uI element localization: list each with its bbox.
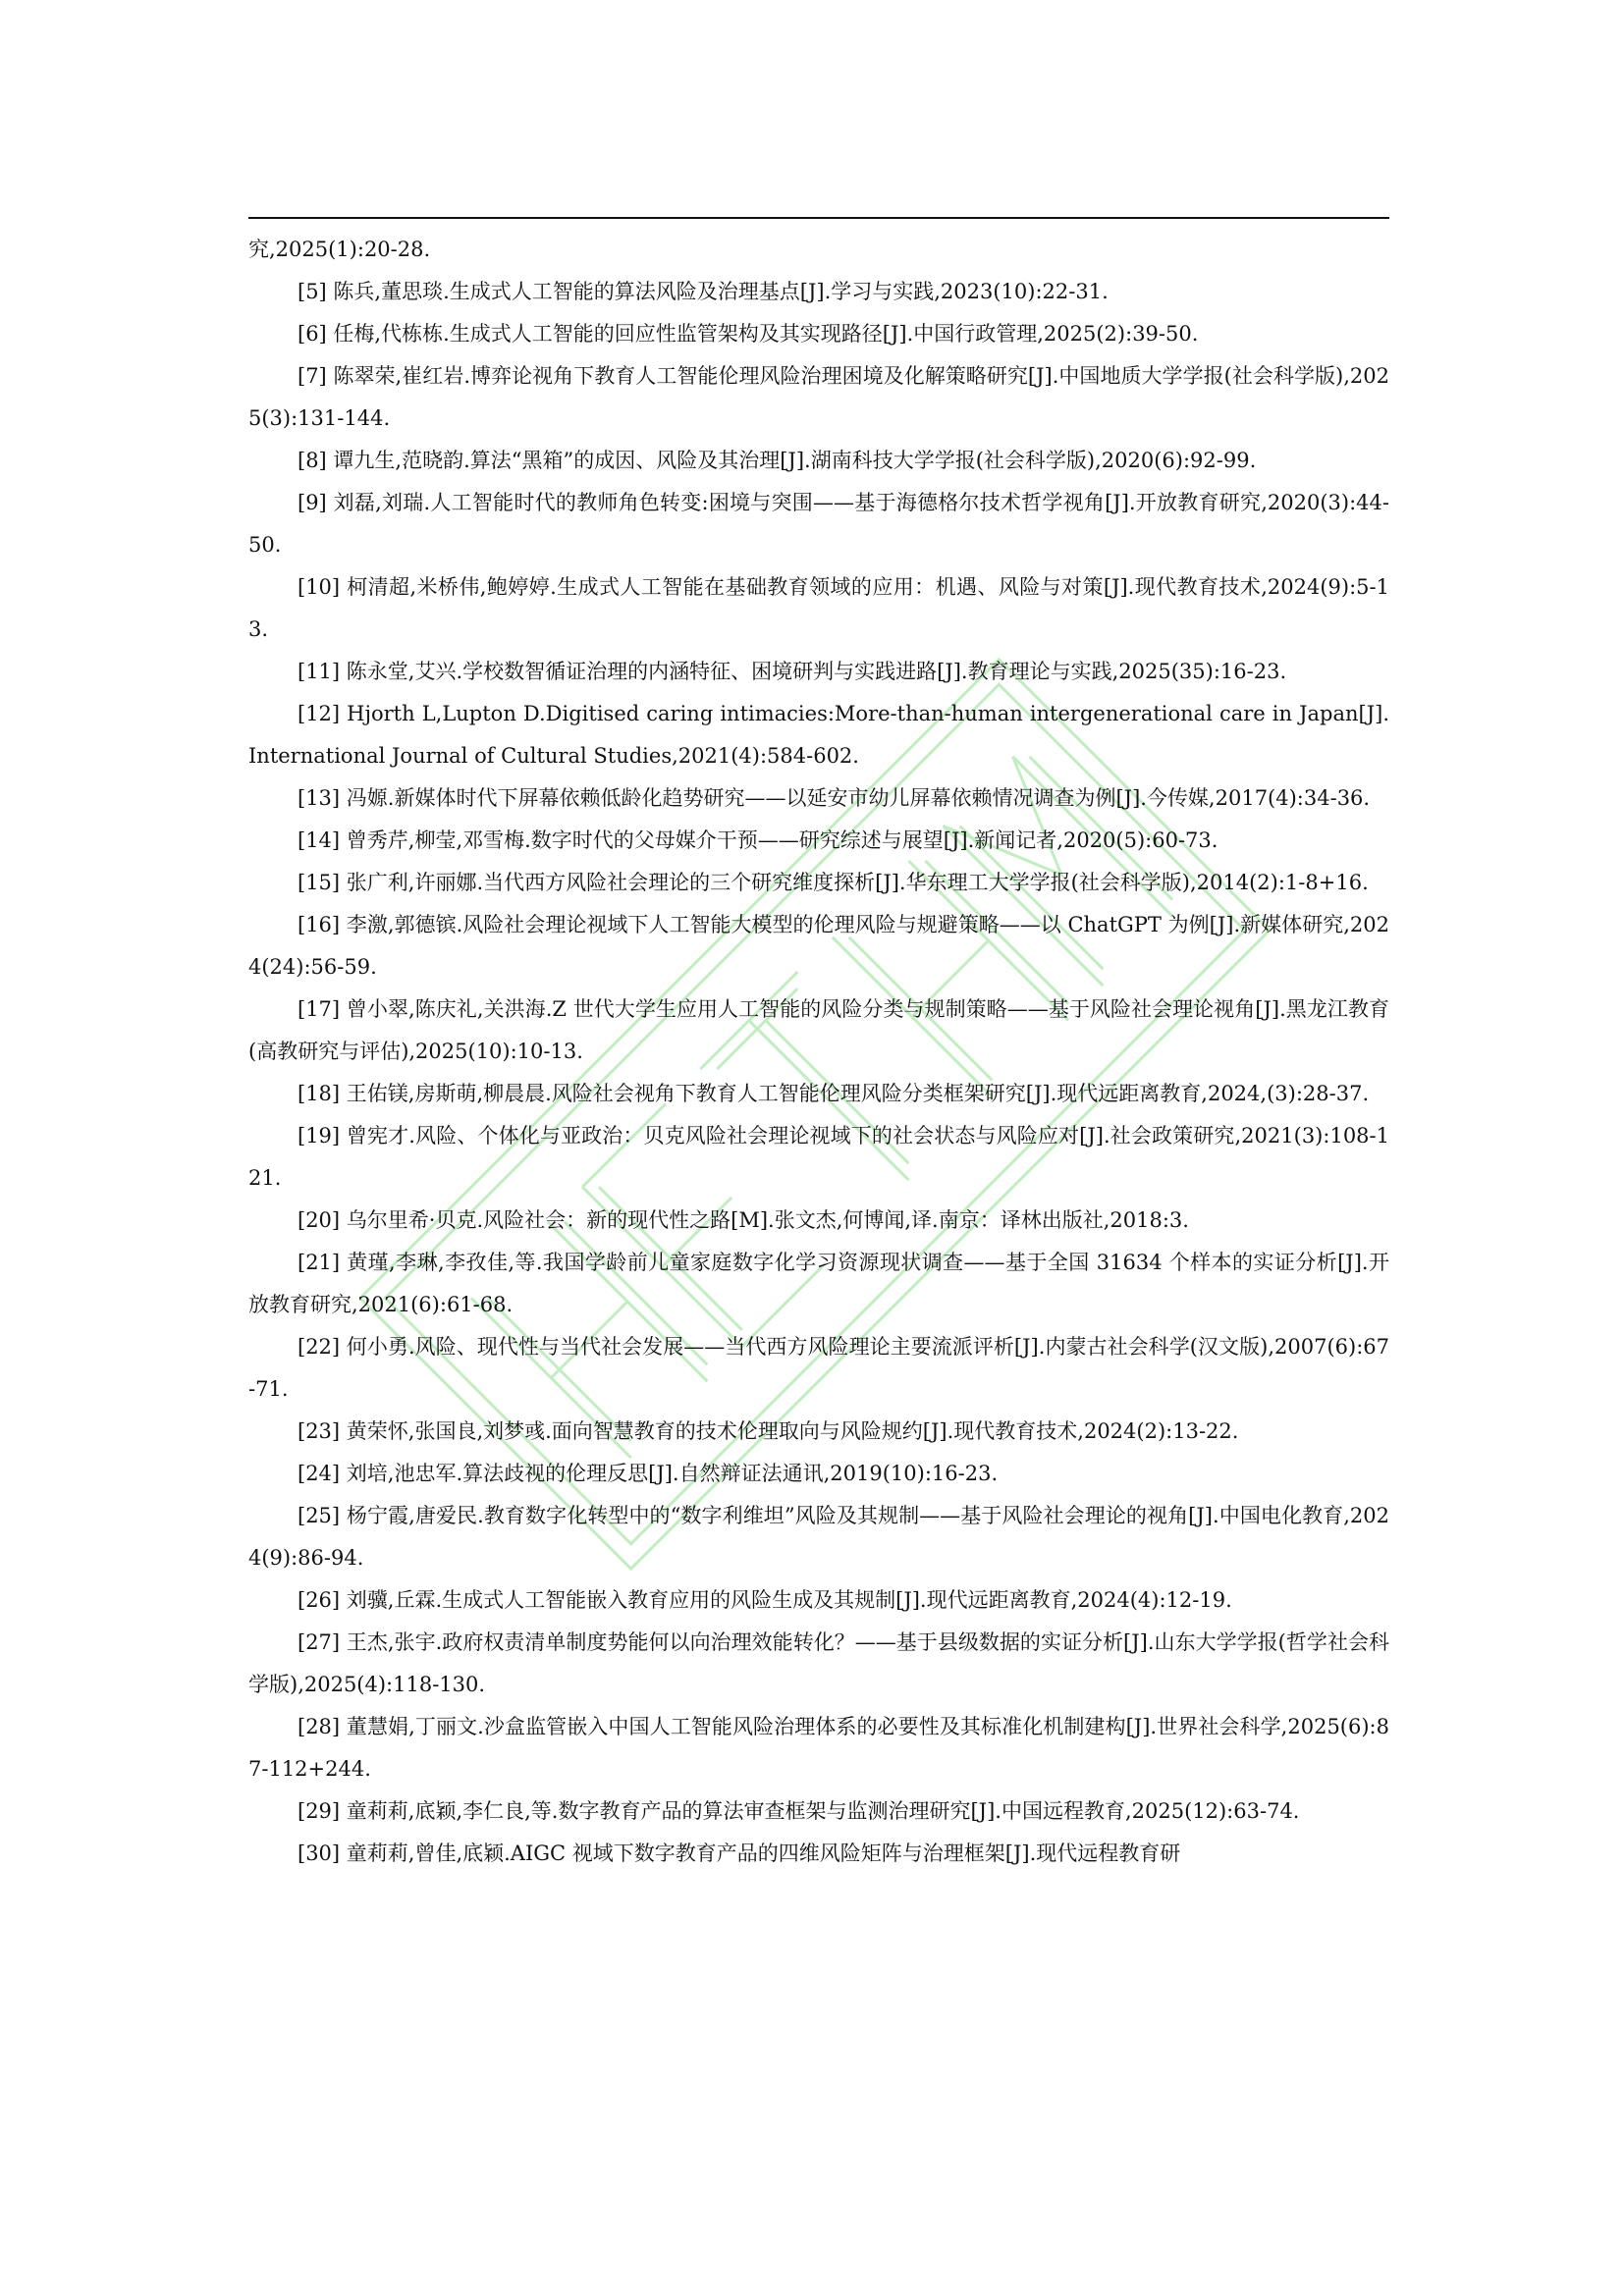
reference-entry: [25] 杨宁霞,唐爱民.教育数字化转型中的“数字利维坦”风险及其规制——基于风险社会理论的视角[J].中国电化教育,2024(9):86-94.: [248, 1504, 1389, 1570]
reference-entry: [22] 何小勇.风险、现代性与当代社会发展——当代西方风险理论主要流派评析[J].内蒙古社会科学(汉文版),2007(6):67-71.: [248, 1335, 1389, 1401]
reference-entry: [17] 曾小翠,陈庆礼,关洪海.Z 世代大学生应用人工智能的风险分类与规制策略——基于风险社会理论视角[J].黑龙江教育(高教研究与评估),2025(10):10-13.: [248, 997, 1389, 1063]
reference-entry: [29] 童莉莉,底颖,李仁良,等.数字教育产品的算法审查框架与监测治理研究[J].中国远程教育,2025(12):63-74.: [298, 1799, 1300, 1823]
reference-entry: [15] 张广利,许丽娜.当代西方风险社会理论的三个研究维度探析[J].华东理工大学学报(社会科学版),2014(2):1-8+16.: [298, 871, 1369, 894]
reference-entry: [19] 曾宪才.风险、个体化与亚政治：贝克风险社会理论视域下的社会状态与风险应对[J].社会政策研究,2021(3):108-121.: [248, 1124, 1389, 1190]
reference-entry: [5] 陈兵,董思琰.生成式人工智能的算法风险及治理基点[J].学习与实践,2023(10):22-31.: [298, 280, 1109, 303]
reference-entry: [9] 刘磊,刘瑞.人工智能时代的教师角色转变:困境与突围——基于海德格尔技术哲学视角[J].开放教育研究,2020(3):44-50.: [248, 491, 1389, 557]
reference-entry: [20] 乌尔里希·贝克.风险社会：新的现代性之路[M].张文杰,何博闻,译.南京：译林出版社,2018:3.: [298, 1208, 1189, 1232]
reference-entry: [11] 陈永堂,艾兴.学校数智循证治理的内涵特征、困境研判与实践进路[J].教育理论与实践,2025(35):16-23.: [298, 660, 1287, 683]
reference-entry: [14] 曾秀芹,柳莹,邓雪梅.数字时代的父母媒介干预——研究综述与展望[J].新闻记者,2020(5):60-73.: [298, 828, 1218, 852]
reference-entry: [27] 王杰,张宇.政府权责清单制度势能何以向治理效能转化？——基于县级数据的实证分析[J].山东大学学报(哲学社会科学版),2025(4):118-130.: [248, 1630, 1389, 1696]
reference-entry: [24] 刘培,池忠军.算法歧视的伦理反思[J].自然辩证法通讯,2019(10):16-23.: [298, 1462, 999, 1485]
reference-entry: [8] 谭九生,范晓韵.算法“黑箱”的成因、风险及其治理[J].湖南科技大学学报(社会科学版),2020(6):92-99.: [298, 449, 1257, 472]
top-rule: [248, 217, 1389, 219]
reference-entry: [18] 王佑镁,房斯萌,柳晨晨.风险社会视角下教育人工智能伦理风险分类框架研究[J].现代远距离教育,2024,(3):28-37.: [298, 1082, 1370, 1105]
reference-entry: [26] 刘骥,丘霖.生成式人工智能嵌入教育应用的风险生成及其规制[J].现代远距离教育,2024(4):12-19.: [298, 1588, 1232, 1612]
reference-entry: [30] 童莉莉,曾佳,底颖.AIGC 视域下数字教育产品的四维风险矩阵与治理框架[J].现代远程教育研: [298, 1842, 1181, 1865]
reference-entry: [13] 冯嫄.新媒体时代下屏幕依赖低龄化趋势研究——以延安市幼儿屏幕依赖情况调查为例[J].今传媒,2017(4):34-36.: [298, 786, 1371, 810]
reference-continuation: 究,2025(1):20-28.: [248, 238, 431, 261]
reference-entry: [12] Hjorth L,Lupton D.Digitised caring intimacies:More-than-human intergenerational care in Japan[J].International Journal of Cultural Studies,2021(4):584-602.: [248, 702, 1389, 768]
reference-entry: [6] 任梅,代栋栋.生成式人工智能的回应性监管架构及其实现路径[J].中国行政管理,2025(2):39-50.: [298, 322, 1199, 346]
reference-list: [248, 229, 1389, 1875]
reference-entry: [21] 黄瑾,李琳,李孜佳,等.我国学龄前儿童家庭数字化学习资源现状调查——基于全国 31634 个样本的实证分析[J].开放教育研究,2021(6):61-68.: [248, 1251, 1389, 1316]
reference-entry: [7] 陈翠荣,崔红岩.博弈论视角下教育人工智能伦理风险治理困境及化解策略研究[J].中国地质大学学报(社会科学版),2025(3):131-144.: [248, 364, 1389, 430]
reference-entry: [28] 董慧娟,丁丽文.沙盒监管嵌入中国人工智能风险治理体系的必要性及其标准化机制建构[J].世界社会科学,2025(6):87-112+244.: [248, 1715, 1389, 1781]
reference-entry: [23] 黄荣怀,张国良,刘梦彧.面向智慧教育的技术伦理取向与风险规约[J].现代教育技术,2024(2):13-22.: [298, 1419, 1239, 1443]
reference-entry: [10] 柯清超,米桥伟,鲍婷婷.生成式人工智能在基础教育领域的应用：机遇、风险与对策[J].现代教育技术,2024(9):5-13.: [248, 575, 1389, 641]
reference-entry: [16] 李激,郭德镔.风险社会理论视域下人工智能大模型的伦理风险与规避策略——以 ChatGPT 为例[J].新媒体研究,2024(24):56-59.: [248, 913, 1389, 979]
